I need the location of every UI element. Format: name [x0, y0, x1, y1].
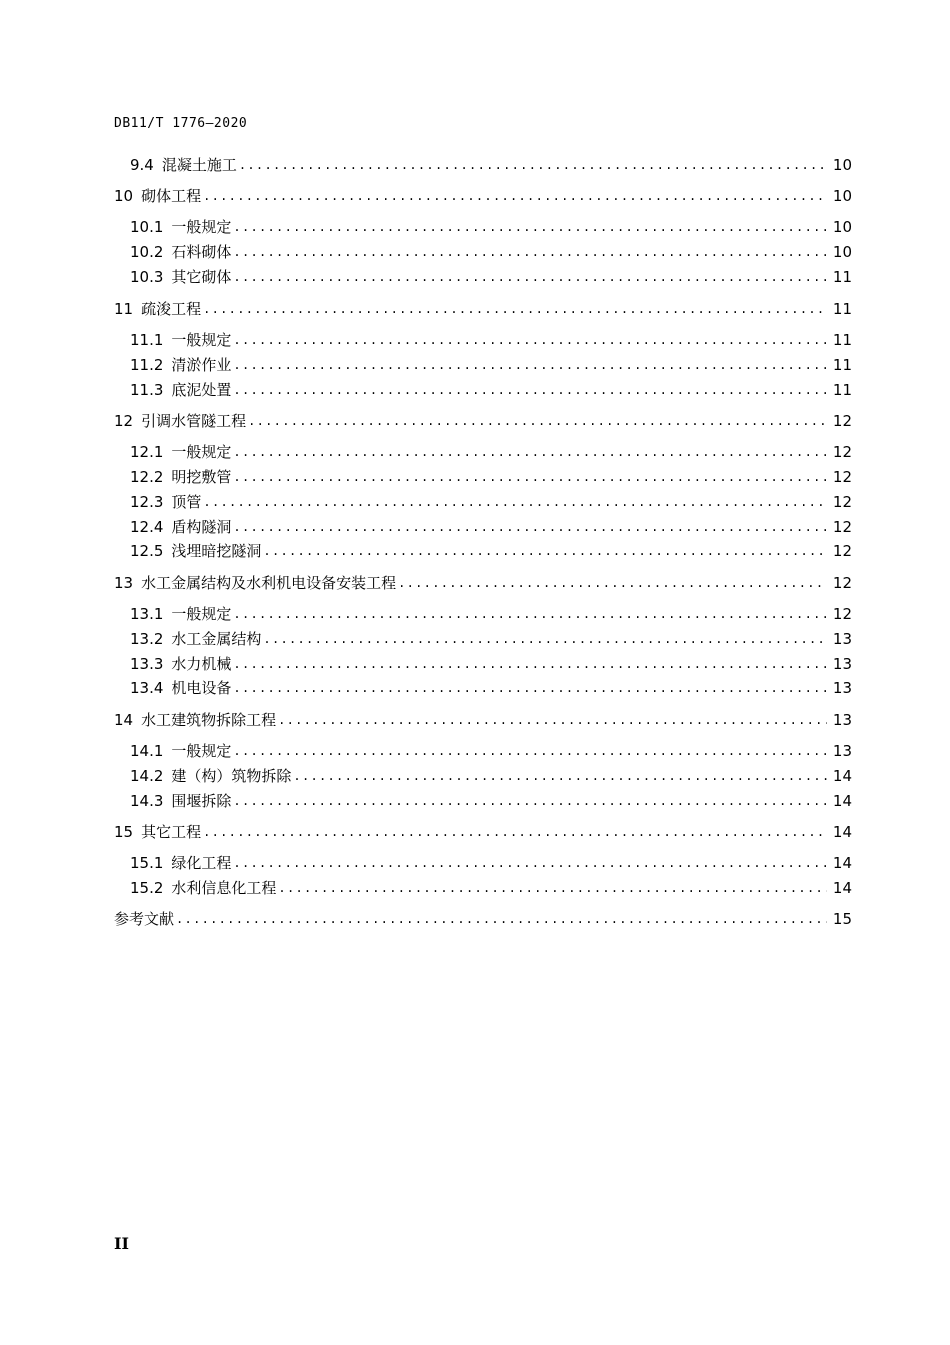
toc-entry-number: 15 [114, 823, 134, 841]
toc-entry[interactable] [114, 354, 852, 376]
toc-entry-title: 水工金属结构及水利机电设备安装工程 [141, 574, 397, 592]
toc-entry-number: 12.3 [130, 493, 164, 511]
dot-leader [233, 329, 826, 351]
toc-entry-page: 11 [832, 331, 852, 349]
dot-leader [203, 185, 827, 207]
toc-entry[interactable] [114, 216, 852, 238]
dot-leader [233, 790, 826, 812]
toc-entry[interactable] [114, 379, 852, 401]
toc-entry-page: 14 [832, 854, 852, 872]
toc-entry-number: 13.4 [130, 679, 164, 697]
toc-entry[interactable] [114, 572, 852, 594]
toc-entry-number: 11.3 [130, 381, 164, 399]
toc-entry-title: 砌体工程 [141, 187, 202, 205]
toc-entry-number: 10.1 [130, 218, 164, 236]
toc-entry-page: 12 [832, 412, 852, 430]
toc-entry[interactable] [114, 491, 852, 513]
toc-entry-page: 13 [832, 655, 852, 673]
toc-entry-number: 12.5 [130, 542, 164, 560]
toc-entry-page: 11 [832, 300, 852, 318]
toc-entry[interactable] [114, 185, 852, 207]
toc-entry-page: 14 [832, 792, 852, 810]
toc-entry-number: 10.2 [130, 243, 164, 261]
toc-entry[interactable] [114, 266, 852, 288]
toc-entry-title: 底泥处置 [171, 381, 232, 399]
toc-entry-title: 水工建筑物拆除工程 [141, 711, 277, 729]
toc-entry-page: 13 [832, 711, 852, 729]
toc-entry[interactable] [114, 852, 852, 874]
toc-entry-page: 10 [832, 156, 852, 174]
toc-entry-title: 疏浚工程 [141, 300, 202, 318]
toc-entry-title: 引调水管隧工程 [141, 412, 247, 430]
toc-entry-number: 12.4 [130, 518, 164, 536]
toc-entry-number: 11.2 [130, 356, 164, 374]
toc-entry[interactable] [114, 677, 852, 699]
table-of-contents [114, 0, 852, 1345]
toc-entry-page: 12 [832, 542, 852, 560]
dot-leader [233, 241, 826, 263]
toc-entry-page: 14 [832, 767, 852, 785]
toc-entry-number: 10.3 [130, 268, 164, 286]
toc-entry-page: 12 [832, 518, 852, 536]
dot-leader [263, 628, 826, 650]
toc-entry[interactable] [114, 329, 852, 351]
toc-entry[interactable] [114, 410, 852, 432]
toc-entry-number: 13.3 [130, 655, 164, 673]
toc-entry-number: 10 [114, 187, 134, 205]
toc-entry-page: 15 [832, 910, 852, 928]
dot-leader [233, 603, 826, 625]
toc-entry-page: 10 [832, 218, 852, 236]
toc-entry-title: 围堰拆除 [171, 792, 232, 810]
dot-leader [233, 441, 826, 463]
toc-entry-number: 11 [114, 300, 134, 318]
toc-entry[interactable] [114, 790, 852, 812]
toc-entry[interactable] [114, 765, 852, 787]
dot-leader [233, 379, 826, 401]
toc-entry-title: 一般规定 [171, 443, 232, 461]
toc-entry-title: 其它工程 [141, 823, 202, 841]
toc-entry-title: 水工金属结构 [171, 630, 262, 648]
toc-entry-title: 浅埋暗挖隧洞 [171, 542, 262, 560]
toc-entry-page: 12 [832, 493, 852, 511]
toc-entry-page: 11 [832, 268, 852, 286]
toc-entry-title: 水力机械 [171, 655, 232, 673]
dot-leader [176, 908, 827, 930]
dot-leader [233, 216, 826, 238]
toc-entry-title: 水利信息化工程 [171, 879, 277, 897]
dot-leader [278, 877, 826, 899]
toc-entry-title: 一般规定 [171, 218, 232, 236]
toc-entry[interactable] [114, 540, 852, 562]
toc-entry-page: 14 [832, 879, 852, 897]
toc-entry-page: 13 [832, 630, 852, 648]
toc-entry-number: 12.1 [130, 443, 164, 461]
toc-entry-title: 建（构）筑物拆除 [171, 767, 292, 785]
toc-entry-page: 13 [832, 742, 852, 760]
toc-entry-number: 14.1 [130, 742, 164, 760]
dot-leader [239, 154, 827, 176]
toc-entry-page: 12 [832, 443, 852, 461]
toc-entry-number: 14.3 [130, 792, 164, 810]
dot-leader [293, 765, 826, 787]
toc-entry[interactable] [114, 154, 852, 176]
toc-entry-number: 13.1 [130, 605, 164, 623]
document-code-header: DB11/T 1776—2020 [114, 116, 248, 131]
dot-leader [203, 491, 826, 513]
toc-entry-page: 11 [832, 381, 852, 399]
toc-entry-title: 混凝土施工 [161, 156, 237, 174]
toc-entry[interactable] [114, 241, 852, 263]
dot-leader [233, 677, 826, 699]
toc-entry[interactable] [114, 628, 852, 650]
toc-entry-number: 11.1 [130, 331, 164, 349]
dot-leader [263, 540, 826, 562]
toc-entry[interactable] [114, 441, 852, 463]
dot-leader [233, 852, 826, 874]
toc-entry[interactable] [114, 516, 852, 538]
toc-entry-title: 盾构隧洞 [171, 518, 232, 536]
toc-entry[interactable] [114, 740, 852, 762]
toc-entry-page: 12 [832, 574, 852, 592]
toc-entry-number: 15.1 [130, 854, 164, 872]
toc-entry-title: 绿化工程 [171, 854, 232, 872]
page-number-footer: II [114, 1234, 129, 1253]
toc-entry-title: 清淤作业 [171, 356, 232, 374]
dot-leader [398, 572, 827, 594]
toc-entry-page: 14 [832, 823, 852, 841]
toc-entry-page: 13 [832, 679, 852, 697]
dot-leader [233, 466, 826, 488]
toc-entry-number: 15.2 [130, 879, 164, 897]
toc-entry[interactable] [114, 908, 852, 930]
toc-entry-page: 12 [832, 605, 852, 623]
toc-entry-number: 14.2 [130, 767, 164, 785]
toc-entry[interactable] [114, 821, 852, 843]
toc-entry[interactable] [114, 709, 852, 731]
dot-leader [203, 821, 827, 843]
toc-entry[interactable] [114, 653, 852, 675]
dot-leader [233, 516, 826, 538]
toc-entry-title: 一般规定 [171, 605, 232, 623]
dot-leader [233, 653, 826, 675]
toc-entry[interactable] [114, 877, 852, 899]
toc-entry-page: 11 [832, 356, 852, 374]
toc-entry-title: 一般规定 [171, 742, 232, 760]
toc-entry-number: 9.4 [130, 156, 154, 174]
dot-leader [233, 740, 826, 762]
dot-leader [233, 354, 826, 376]
toc-entry-title: 其它砌体 [171, 268, 232, 286]
toc-entry-page: 10 [832, 187, 852, 205]
toc-entry-title: 机电设备 [171, 679, 232, 697]
toc-entry-number: 13.2 [130, 630, 164, 648]
toc-entry-page: 10 [832, 243, 852, 261]
toc-entry-title: 参考文献 [114, 910, 175, 928]
toc-entry-number: 14 [114, 711, 134, 729]
toc-entry-number: 13 [114, 574, 134, 592]
toc-entry[interactable] [114, 298, 852, 320]
toc-entry-title: 明挖敷管 [171, 468, 232, 486]
toc-entry[interactable] [114, 603, 852, 625]
dot-leader [278, 709, 827, 731]
dot-leader [203, 298, 827, 320]
toc-entry-title: 顶管 [171, 493, 202, 511]
toc-entry-number: 12 [114, 412, 134, 430]
toc-entry-title: 石料砌体 [171, 243, 232, 261]
dot-leader [233, 266, 826, 288]
dot-leader [248, 410, 827, 432]
toc-entry-number: 12.2 [130, 468, 164, 486]
toc-entry-page: 12 [832, 468, 852, 486]
toc-entry[interactable] [114, 466, 852, 488]
toc-entry-title: 一般规定 [171, 331, 232, 349]
